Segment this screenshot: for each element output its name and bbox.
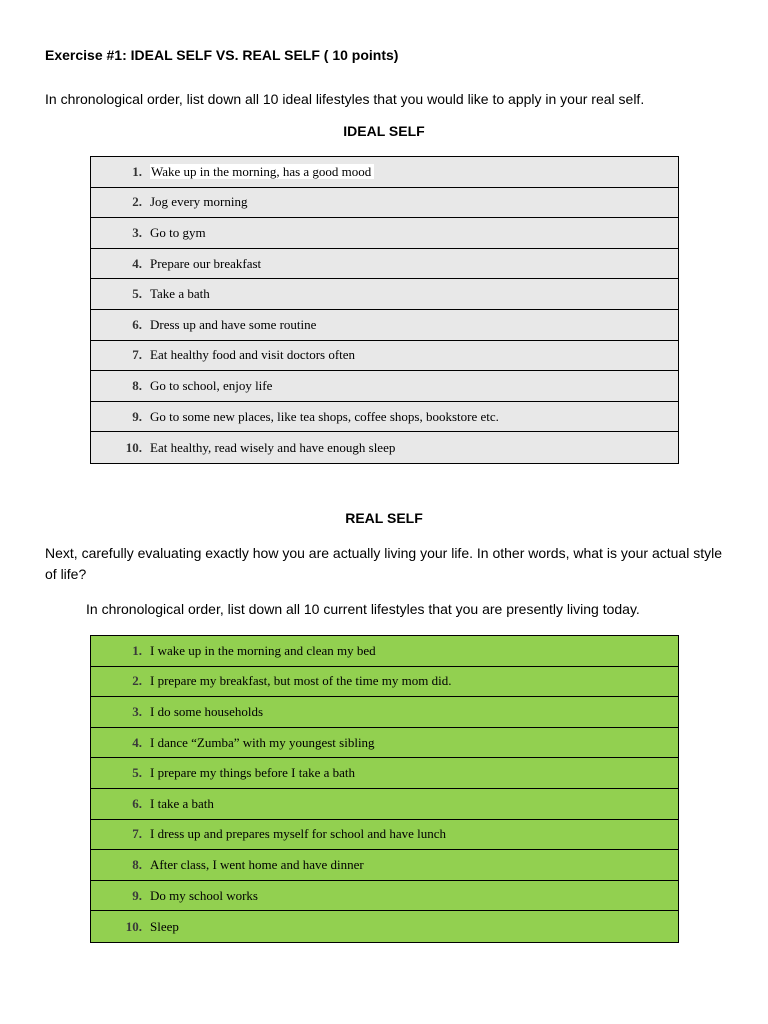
item-number: 4. <box>132 734 142 750</box>
table-row <box>91 789 678 820</box>
item-text: Go to some new places, like tea shops, coffee shops, bookstore etc. <box>150 408 499 424</box>
item-text: Take a bath <box>150 286 210 302</box>
table-row <box>91 188 678 219</box>
table-row <box>91 820 678 851</box>
item-number: 8. <box>132 377 142 393</box>
item-number: 10. <box>125 439 142 455</box>
item-text: I take a bath <box>150 795 214 811</box>
item-number: 5. <box>132 765 142 781</box>
item-text: I dance “Zumba” with my youngest sibling <box>150 734 375 750</box>
item-text: Go to school, enjoy life <box>150 377 273 393</box>
real-instruction: In chronological order, list down all 10 current lifestyles that you are presently living today. <box>86 601 640 617</box>
table-row <box>91 279 678 310</box>
item-text: I dress up and prepares myself for school and have lunch <box>150 826 447 842</box>
item-text: Eat healthy food and visit doctors often <box>150 347 356 363</box>
item-number: 10. <box>125 918 142 934</box>
item-number: 3. <box>132 224 142 240</box>
item-number: 7. <box>132 347 142 363</box>
item-number: 6. <box>132 795 142 811</box>
table-row <box>91 249 678 280</box>
table-row <box>91 402 678 433</box>
item-number: 1. <box>132 642 142 658</box>
real-self-table <box>90 635 679 943</box>
table-row <box>91 667 678 698</box>
item-text: Jog every morning <box>150 194 248 210</box>
table-row <box>91 881 678 912</box>
item-text: Do my school works <box>150 887 258 903</box>
item-text: I do some households <box>150 703 264 719</box>
item-text: Dress up and have some routine <box>150 316 317 332</box>
item-text: After class, I went home and have dinner <box>150 856 364 872</box>
real-self-title: REAL SELF <box>345 510 423 526</box>
item-text: Sleep <box>150 918 179 934</box>
item-text: Go to gym <box>150 224 206 240</box>
real-self-paragraph: Next, carefully evaluating exactly how you are actually living your life. In other words, what is your actual style of life? <box>45 545 722 582</box>
table-row <box>91 850 678 881</box>
table-row <box>91 911 678 942</box>
table-row <box>91 310 678 341</box>
item-number: 7. <box>132 826 142 842</box>
table-row <box>91 218 678 249</box>
item-text: Prepare our breakfast <box>150 255 262 271</box>
item-number: 2. <box>132 194 142 210</box>
ideal-self-table <box>90 156 679 464</box>
item-number: 9. <box>132 887 142 903</box>
exercise-title: Exercise #1: IDEAL SELF VS. REAL SELF ( 10 points) <box>45 47 399 63</box>
item-number: 5. <box>132 286 142 302</box>
table-row <box>91 341 678 372</box>
item-text: Wake up in the morning, has a good mood <box>150 164 374 179</box>
item-text: Eat healthy, read wisely and have enough sleep <box>150 439 396 455</box>
table-row <box>91 636 678 667</box>
table-row <box>91 697 678 728</box>
item-text: I wake up in the morning and clean my bed <box>150 642 376 658</box>
item-number: 4. <box>132 255 142 271</box>
table-row <box>91 371 678 402</box>
ideal-self-title: IDEAL SELF <box>343 123 425 139</box>
table-row <box>91 758 678 789</box>
item-number: 3. <box>132 703 142 719</box>
item-text: I prepare my breakfast, but most of the time my mom did. <box>150 673 452 689</box>
item-number: 9. <box>132 408 142 424</box>
table-row <box>91 157 678 188</box>
table-row <box>91 432 678 463</box>
item-number: 2. <box>132 673 142 689</box>
item-number: 6. <box>132 316 142 332</box>
ideal-instruction: In chronological order, list down all 10 ideal lifestyles that you would like to apply in your real self. <box>45 91 645 107</box>
item-number: 8. <box>132 856 142 872</box>
item-number: 1. <box>132 163 142 179</box>
item-text: I prepare my things before I take a bath <box>150 765 356 781</box>
table-row <box>91 728 678 759</box>
